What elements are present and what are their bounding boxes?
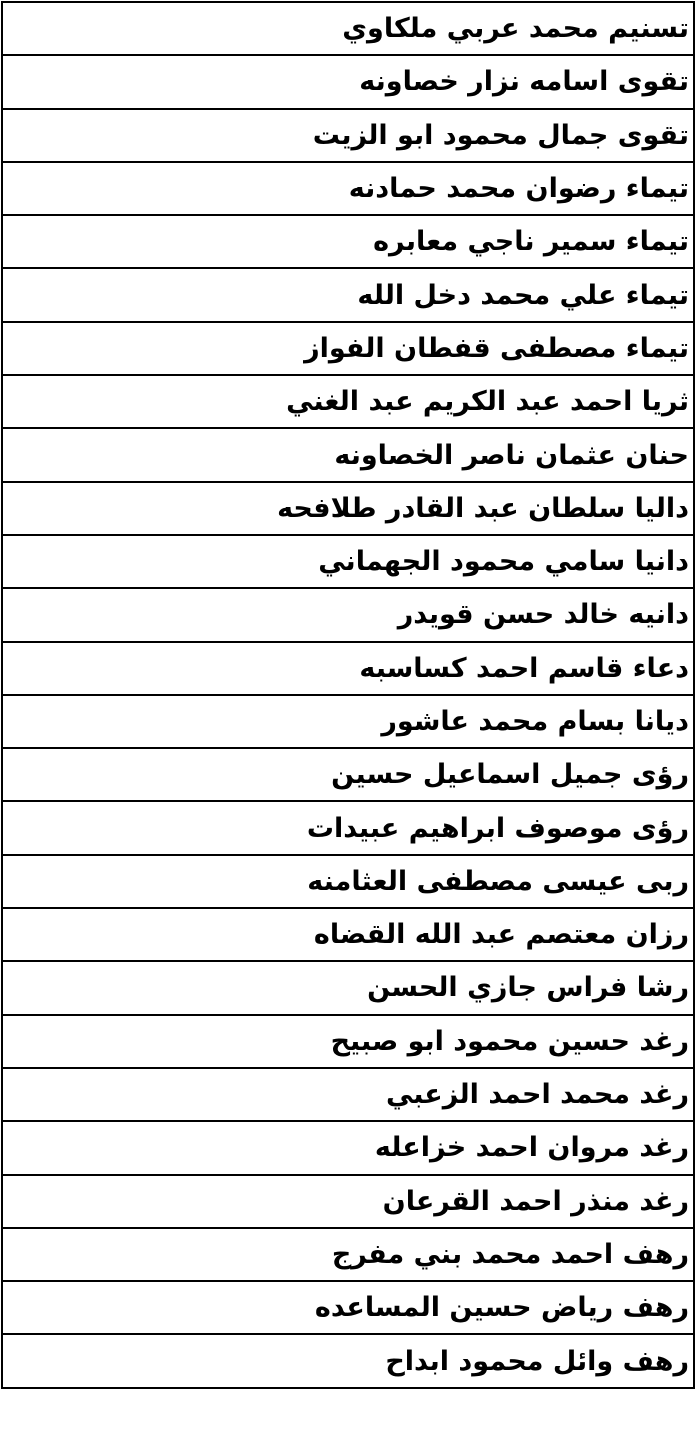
name-cell: رزان معتصم عبد الله القضاه	[313, 919, 689, 951]
name-cell: رغد حسين محمود ابو صبيح	[330, 1025, 689, 1057]
name-cell: رؤى موصوف ابراهيم عبيدات	[306, 812, 689, 844]
name-cell: حنان عثمان ناصر الخصاونه	[334, 439, 689, 471]
name-cell: رهف رياض حسين المساعده	[314, 1292, 689, 1324]
name-cell: تيماء سمير ناجي معابره	[373, 226, 689, 258]
table-row	[1, 1176, 695, 1229]
table-row	[1, 696, 695, 749]
table-row	[1, 962, 695, 1015]
name-cell: رهف وائل محمود ابداح	[385, 1345, 689, 1377]
table-row	[1, 1122, 695, 1175]
name-cell: رهف احمد محمد بني مفرج	[331, 1238, 689, 1270]
table-row	[1, 1069, 695, 1122]
name-cell: رغد مروان احمد خزاعله	[374, 1132, 689, 1164]
table-row	[1, 1282, 695, 1335]
name-cell: دعاء قاسم احمد كساسبه	[359, 652, 689, 684]
table-row	[1, 216, 695, 269]
name-cell: تيماء علي محمد دخل الله	[357, 279, 689, 311]
name-cell: رغد منذر احمد القرعان	[382, 1185, 689, 1217]
table-row	[1, 110, 695, 163]
table-row	[1, 856, 695, 909]
table-row	[1, 3, 695, 56]
table-row	[1, 643, 695, 696]
names-table	[1, 1, 695, 1389]
name-cell: دانيا سامي محمود الجهماني	[318, 546, 689, 578]
name-cell: رؤى جميل اسماعيل حسين	[331, 759, 689, 791]
name-cell: تيماء مصطفى قفطان الفواز	[304, 332, 689, 364]
table-row	[1, 749, 695, 802]
table-row	[1, 429, 695, 482]
table-row	[1, 589, 695, 642]
table-row	[1, 802, 695, 855]
table-row	[1, 163, 695, 216]
table-row	[1, 909, 695, 962]
name-cell: داليا سلطان عبد القادر طلافحه	[277, 492, 689, 524]
name-cell: ثريا احمد عبد الكريم عبد الغني	[286, 386, 689, 418]
table-row	[1, 323, 695, 376]
table-row	[1, 483, 695, 536]
name-cell: تيماء رضوان محمد حمادنه	[348, 173, 689, 205]
name-cell: تقوى جمال محمود ابو الزيت	[312, 119, 689, 151]
table-row	[1, 1229, 695, 1282]
name-cell: تسنيم محمد عربي ملكاوي	[342, 13, 689, 45]
name-cell: رشا فراس جازي الحسن	[367, 972, 689, 1004]
name-cell: ربى عيسى مصطفى العثامنه	[307, 865, 689, 897]
name-cell: رغد محمد احمد الزعبي	[385, 1079, 689, 1111]
name-cell: دانيه خالد حسن قويدر	[397, 599, 689, 631]
table-row	[1, 1335, 695, 1388]
table-row	[1, 56, 695, 109]
table-row	[1, 269, 695, 322]
table-row	[1, 536, 695, 589]
table-row	[1, 1016, 695, 1069]
name-cell: ديانا بسام محمد عاشور	[381, 706, 689, 737]
table-row	[1, 376, 695, 429]
name-cell: تقوى اسامه نزار خصاونه	[359, 66, 689, 98]
